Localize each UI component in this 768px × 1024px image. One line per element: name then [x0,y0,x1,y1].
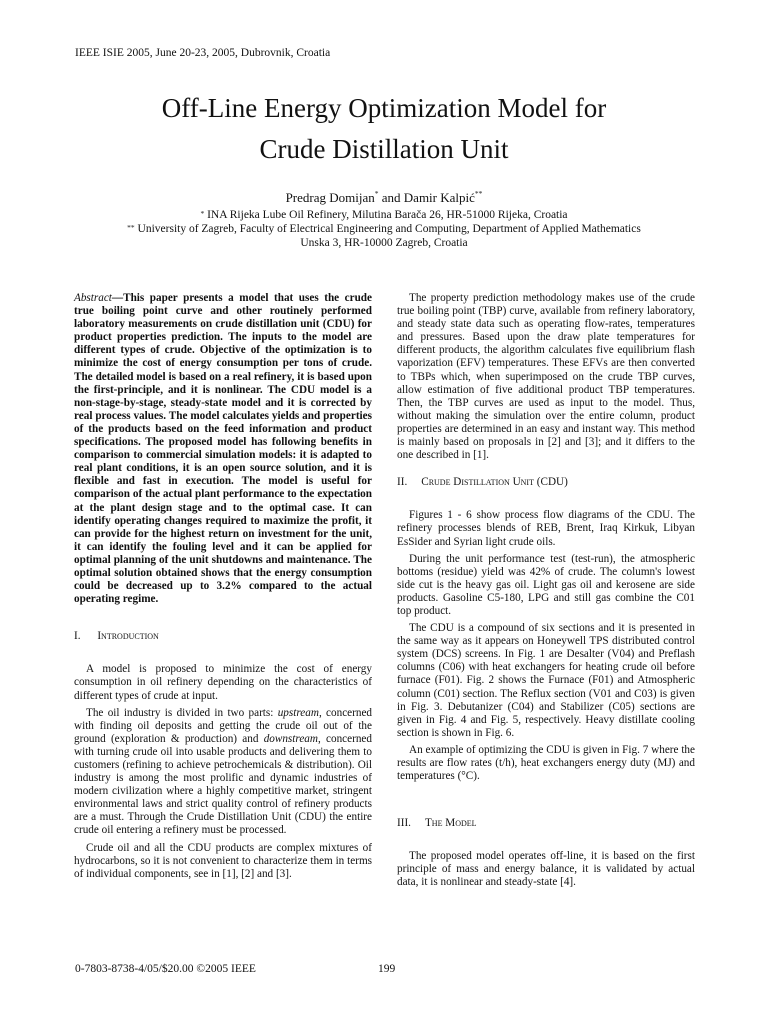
affiliation-2-text-line1: University of Zagreb, Faculty of Electrical Engineering and Computing, Department of Applied Mathematics [134,223,641,235]
section-2-number: II. [397,476,408,489]
section-heading-cdu [397,476,695,489]
section-2-title: Crude Distillation Unit (CDU) [421,476,568,489]
left-column [74,292,372,881]
section-3-number: III. [397,817,411,830]
cdu-paragraph-2: During the unit performance test (test-run), the atmospheric bottoms (residue) yield was 42% of crude. The column's lowest side cut is the heavy gas oil. Light gas oil and kerosene are side products. Gasoline C5-180, LPG and still gas combine the C01 top product. [397,552,695,617]
affiliation-2-text-line2: Unska 3, HR-10000 Zagreb, Croatia [300,237,468,249]
author-list [60,190,708,206]
section-heading-model [397,817,695,830]
intro-p2-upstream: upstream [277,706,319,719]
conference-header: IEEE ISIE 2005, June 20-23, 2005, Dubrovnik, Croatia [75,47,331,59]
cdu-paragraph-3: The CDU is a compound of six sections and it is presented in the same way as it appears on Honeywell TPS distributed control system (DCS) screens. In Fig. 1 are Desalter (V04) and Preflash columns (C06) with heat exchangers for heating crude oil before furnace (F01). Fig. 2 shows the Furnace (F01) and Atmospheric column (C01) section. The Reflux section (V01 and C03) is given in Fig. 3. Debutanizer (C04) and Stabilizer (C05) sections are given in Fig. 4 and Fig. 5, respectively. Heavy distillate cooling section is shown in Fig. 6. [397,622,695,739]
intro-p2-part-c: , concerned with turning crude oil into usable products and delivering them to customers (refining to achieve petrochemicals & distribution). Oil industry is among the most prolific and dynamic industries of modern civilization where a highly competitive market, stringent environmental laws and strict quality control of refinery products are a must. Through the Crude Distillation Unit (CDU) the entire crude oil entering a refinery must be processed. [74,732,372,837]
section-heading-introduction [74,630,372,643]
right-column [397,292,695,890]
abstract-text: —This paper presents a model that uses the crude true boiling point curve and other routinely performed laboratory measurements on crude distillation unit (CDU) for product properties prediction. The inputs to the model are different types of crude. Objective of the optimization is to minimize the cost of energy consumption per tons of crude. The detailed model is based on a real refinery, it is based upon the first-principle, and it is nonlinear. The CDU model is a non-stage-by-stage, steady-state model and it is corrected by real process values. The model calculates yields and properties of the products based on the feed information and product specifications. The proposed model has following benefits in comparison to commercial simulation models: it is adapted to real plant conditions, it is an open source solution, and it is flexible and fast in execution. The model is useful for comparison of the actual plant performance to the expectation at the plant design stage and to the optimal case. It can identify operating changes required to maximize the profit, it can provide for the highest return on investment for the unit, it can identify the fouling level and it can be applied for optimal planning of the unit shutdowns and maintenance. The optimal solution obtained shows that the energy consumption could be decreased up to 3.2% compared to the actual operating regime. [74,292,372,606]
intro-p2-downstream: downstream [263,732,318,745]
model-paragraph-1: The proposed model operates off-line, it is based on the first principle of mass and energy balance, it is validated by actual data, it is nonlinear and steady-state [4]. [397,850,695,889]
copyright-line: 0-7803-8738-4/05/$20.00 ©2005 IEEE [75,963,256,975]
title-line-1: Off-Line Energy Optimization Model for [161,93,607,123]
cdu-paragraph-1: Figures 1 - 6 show process flow diagrams of the CDU. The refinery processes blends of REB, Brent, Iraq Kirkuk, Libyan EsSider and Syrian light crude oils. [397,509,695,548]
abstract-label: Abstract [74,292,112,304]
author-conjunction: and [378,190,404,205]
section-3-title: The Model [424,817,477,830]
abstract [74,292,372,606]
intro-paragraph-1: A model is proposed to minimize the cost of energy consumption in oil refinery depending on the characteristics of different types of crude at input. [74,663,372,702]
title-line-2: Crude Distillation Unit [259,134,509,164]
author-2: Damir Kalpić [403,190,475,205]
intro-paragraph-2 [74,707,372,838]
property-prediction-paragraph: The property prediction methodology makes use of the crude true boiling point (TBP) curve, available from refinery laboratory, and steady state data such as operating flow-rates, temperatures and pressures. Based upon the draw plate temperatures for different products, the algorithm calculates five equilibrium flash vaporization (EFV) temperatures. These EFVs are then converted to TBPs which, when superimposed on the crude TBP curves, allow estimation of five additional product TBP temperatures. Then, the TBP curves are used as input to the model. Thus, without making the simulation over the entire column, product properties are determined in an easy and instant way. This method is mainly based on proposals in [2] and [3]; and it differs to the one described in [1]. [397,292,695,462]
paper-title [60,88,708,170]
author-1: Predrag Domijan [285,190,375,205]
intro-p2-part-b: , concerned with finding oil deposits and getting the crude oil out of the ground (exploration & production) and [74,706,373,745]
section-1-number: I. [74,630,81,643]
intro-p2-part-a: The oil industry is divided in two parts: [86,706,278,719]
author-1-mark: * [374,189,379,198]
author-2-mark: ** [474,189,483,198]
affiliation-2-mark: ** [127,223,135,232]
affiliation-1 [60,208,708,222]
cdu-paragraph-4: An example of optimizing the CDU is given in Fig. 7 where the results are flow rates (t/h), heat exchangers energy duty (MJ) and temperatures (°C). [397,743,695,783]
affiliation-2 [60,222,708,250]
page-number: 199 [378,963,396,975]
affiliation-1-text: INA Rijeka Lube Oil Refinery, Milutina Barača 26, HR-51000 Rijeka, Croatia [204,209,568,221]
affiliation-1-mark: * [200,209,205,218]
section-1-title: Introduction [97,630,159,643]
intro-paragraph-3: Crude oil and all the CDU products are complex mixtures of hydrocarbons, so it is not convenient to characterize them in terms of individual components, see in [1], [2] and [3]. [74,841,372,880]
